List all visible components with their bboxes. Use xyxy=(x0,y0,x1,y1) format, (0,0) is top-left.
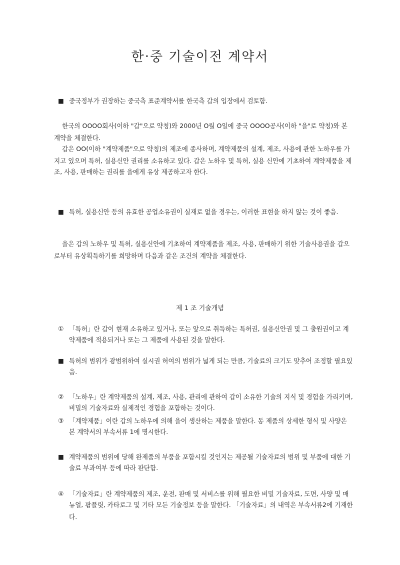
item-number: ③ xyxy=(58,418,64,425)
document-title: 한·중 기술이전 계약서 xyxy=(131,50,269,65)
patent-note-text: 특허, 실용신안 등의 유효한 공업소유권이 실재로 없을 경우는, 이러한 표현을 하지 않는 것이 좋음. xyxy=(69,209,339,216)
definition-knowhow xyxy=(58,392,354,415)
scope-note-text: 특허의 범위가 광범위하여 실시권 허여의 범위가 넓게 되는 만큼, 기술료의 크기도 맞추어 조정할 필요있음. xyxy=(69,358,353,377)
definition-product-text: 「계약제품」이란 갑의 노하우에 의해 을이 생산하는 제품을 말한다. 동 제품의 상세한 형식 및 사양은 본 계약서의 부속서류 1에 명시한다. xyxy=(69,418,347,437)
definition-patent-text: 「특허」란 갑이 현재 소유하고 있거나, 또는 앞으로 취득하는 특허권, 실용신안권 및 그 출원권이고 계약제품에 적용되거나 또는 그 제품에 사용된 것을 말한다. xyxy=(69,326,349,345)
definition-product xyxy=(58,416,354,439)
definition-technical-data-text: 「기술자료」란 계약제품의 제조, 운전, 판매 및 서비스를 위해 필요한 비밀 기술자료, 도면, 사양 및 매뉴얼, 팜플릿, 카타로그 및 기타 모든 기술정보 등을 말한다. 「기술자료」의 내역은 부속서류2에 기재한다. xyxy=(69,491,353,521)
preamble-parties: 한국의 OOOO회사(이하 "갑"으로 약칭)와 2000년 O월 O일에 중국 OOOO공사(이하 "을"로 약칭)와 본 계약을 체결한다. xyxy=(54,123,348,142)
review-note-text: 중국정부가 권장하는 중국측 표준계약서를 한국측 갑의 입장에서 검토함. xyxy=(69,98,268,105)
article-1-heading: 제 1 조 기술개념 xyxy=(175,304,224,312)
definition-patent xyxy=(58,324,354,347)
patent-note xyxy=(58,207,354,218)
note-marker-icon: ■ xyxy=(58,358,64,365)
preamble-licensee xyxy=(54,239,354,262)
note-marker-icon: ■ xyxy=(58,209,64,216)
review-note xyxy=(58,96,354,107)
item-number: ① xyxy=(58,326,64,333)
item-number: ② xyxy=(58,394,64,401)
note-marker-icon: ■ xyxy=(58,454,64,461)
parts-note-text: 계약제품의 범위에 당해 완제품의 부품을 포함시킬 것인지는 제공될 기술자료의 범위 및 부품에 대한 기술료 부과여부 등에 따라 판단함. xyxy=(69,454,351,473)
parts-note xyxy=(58,452,354,475)
definition-knowhow-text: 「노하우」란 계약제품의 설계, 제조, 사용, 관리에 관하여 갑이 소유한 기술의 지식 및 경험을 가리키며, 비밀의 기술자료와 실제적인 경험을 포함하는 것이다. xyxy=(69,394,353,413)
note-marker-icon: ■ xyxy=(58,98,64,105)
item-number: ④ xyxy=(58,491,64,498)
preamble-licensor: 갑은 OO(이하 "계약제품"으로 약칭)의 제조에 종사하며, 계약제품의 설계, 제조, 사용에 관한 노하우를 가지고 있으며 특허, 실용신안 권리를 소유하고 있다. 갑은 노하우 및 특허, 실용 신안에 기초하여 계약제품을 제조, 사용, 판매하는 권리를 을에게 유상 제공하고자 한다. xyxy=(54,146,352,177)
definition-technical-data xyxy=(58,489,354,523)
preamble xyxy=(54,121,354,179)
preamble-licensee-text: 을은 갑의 노하우 및 특허, 실용신안에 기초하여 계약제품을 제조, 사용, 판매하기 위한 기술사용권을 갑으로부터 유상획득하기를 희망하며 다음과 같은 조건의 계약을 체결한다. xyxy=(54,241,350,260)
scope-note xyxy=(58,356,354,379)
